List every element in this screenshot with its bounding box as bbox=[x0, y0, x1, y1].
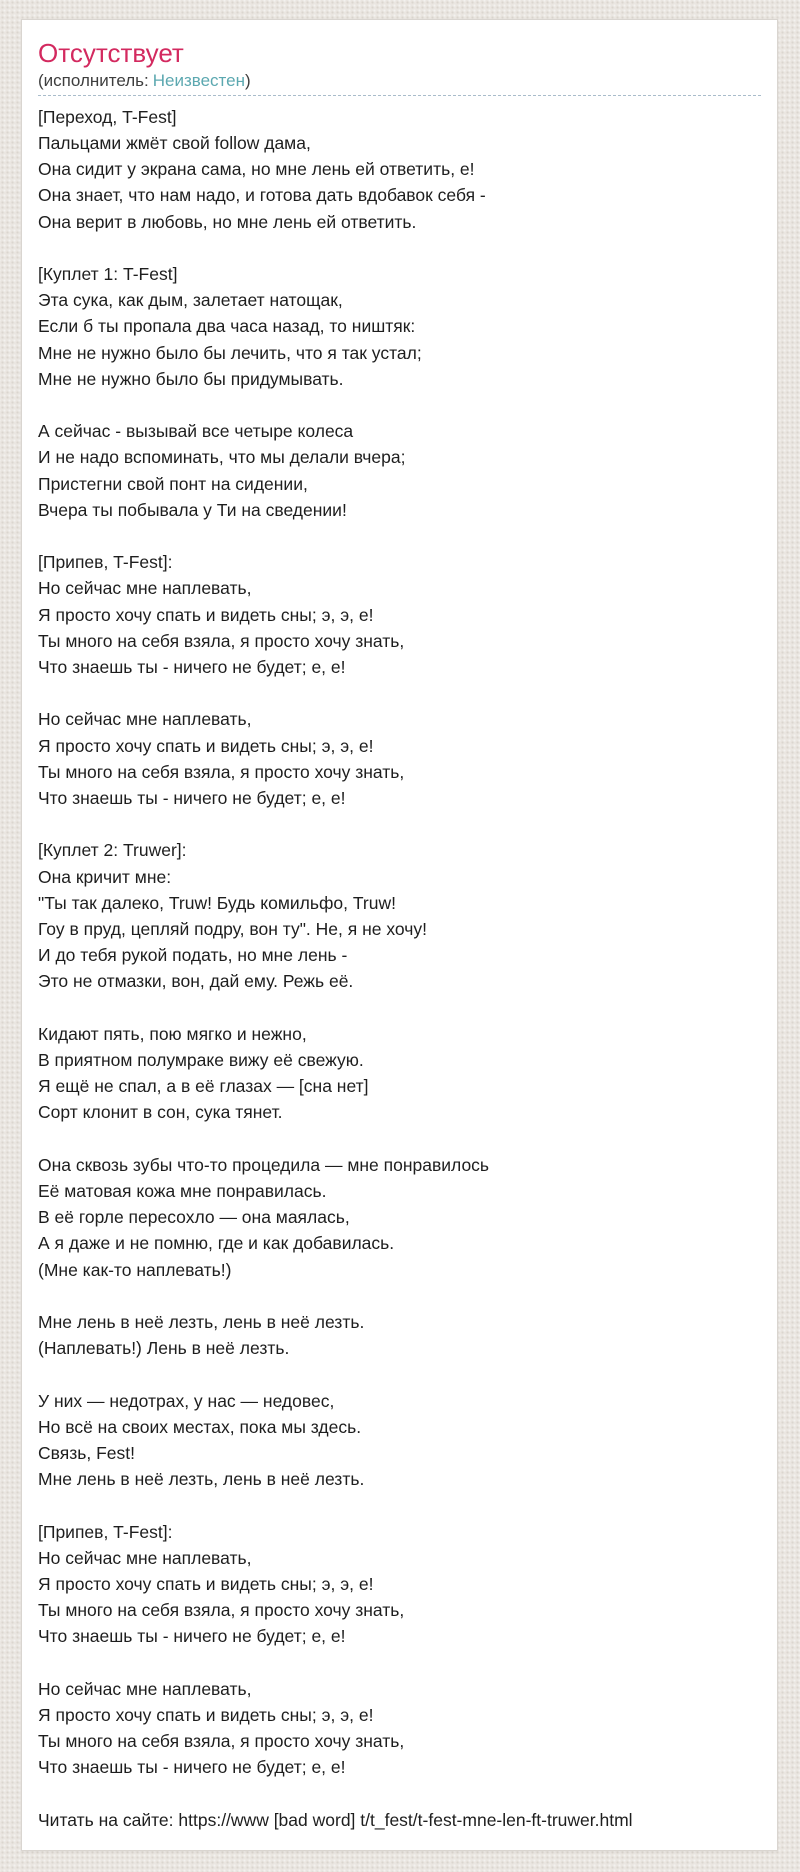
lyric-line: Но сейчас мне наплевать, bbox=[38, 1547, 252, 1568]
lyric-line: Она знает, что нам надо, и готова дать вдобавок себя - bbox=[38, 185, 486, 206]
lyric-stanza bbox=[38, 1309, 761, 1361]
lyric-line: У них — недотрах, у нас — недовес, bbox=[38, 1390, 335, 1411]
lyric-line: И не надо вспоминать, что мы делали вчера; bbox=[38, 447, 406, 468]
lyric-line: В приятном полумраке вижу её свежую. bbox=[38, 1049, 364, 1070]
lyric-line: Что знаешь ты - ничего не будет; е, е! bbox=[38, 787, 346, 808]
lyric-line: Ты много на себя взяла, я просто хочу знать, bbox=[38, 761, 405, 782]
lyric-line: Но сейчас мне наплевать, bbox=[38, 709, 252, 730]
lyric-line: Я ещё не спал, а в её глазах — [сна нет] bbox=[38, 1076, 369, 1097]
lyric-line: [Припев, T-Fest]: bbox=[38, 1521, 173, 1542]
lyric-line: Но сейчас мне наплевать, bbox=[38, 578, 252, 599]
lyric-line: Она верит в любовь, но мне лень ей ответить. bbox=[38, 211, 417, 232]
lyric-line: Мне лень в неё лезть, лень в неё лезть. bbox=[38, 1311, 365, 1332]
lyric-line: И до тебя рукой подать, но мне лень - bbox=[38, 945, 348, 966]
lyric-line: Но всё на своих местах, пока мы здесь. bbox=[38, 1416, 362, 1437]
lyric-line: Я просто хочу спать и видеть сны; э, э, е! bbox=[38, 1573, 374, 1594]
lyric-line: Если б ты пропала два часа назад, то ништяк: bbox=[38, 316, 416, 337]
lyric-line: Я просто хочу спать и видеть сны; э, э, е! bbox=[38, 735, 374, 756]
lyric-stanza bbox=[38, 104, 761, 235]
lyric-line: Она сквозь зубы что-то процедила — мне понравилось bbox=[38, 1154, 490, 1175]
lyrics-card bbox=[21, 19, 778, 1851]
lyric-line: Мне не нужно было бы придумывать. bbox=[38, 368, 344, 389]
lyric-line: [Куплет 2: Truwer]: bbox=[38, 840, 187, 861]
lyric-line: [Припев, T-Fest]: bbox=[38, 552, 173, 573]
artist-link[interactable]: Неизвестен bbox=[152, 71, 245, 91]
artist-suffix: ) bbox=[245, 71, 251, 91]
artist-line bbox=[38, 71, 761, 91]
lyric-line: Эта сука, как дым, залетает натощак, bbox=[38, 290, 343, 311]
source-line: Читать на сайте: https://www [bad word] t/t_fest/t-fest-mne-len-ft-truwer.html bbox=[38, 1809, 633, 1830]
lyric-line: Что знаешь ты - ничего не будет; е, е! bbox=[38, 1626, 346, 1647]
lyric-stanza bbox=[38, 1519, 761, 1650]
artist-label: (исполнитель: bbox=[38, 71, 149, 91]
lyric-stanza bbox=[38, 837, 761, 994]
lyric-line: Но сейчас мне наплевать, bbox=[38, 1678, 252, 1699]
lyric-stanza bbox=[38, 261, 761, 392]
lyric-line: Мне лень в неё лезть, лень в неё лезть. bbox=[38, 1469, 365, 1490]
lyric-line: Вчера ты побывала у Ти на сведении! bbox=[38, 499, 347, 520]
lyric-line: Сорт клонит в сон, сука тянет. bbox=[38, 1102, 283, 1123]
lyric-line: [Куплет 1: T-Fest] bbox=[38, 263, 178, 284]
lyric-line: А сейчас - вызывай все четыре колеса bbox=[38, 421, 354, 442]
lyric-line: Она сидит у экрана сама, но мне лень ей ответить, е! bbox=[38, 159, 475, 180]
lyric-line: Кидают пять, пою мягко и нежно, bbox=[38, 1023, 307, 1044]
lyric-stanza bbox=[38, 549, 761, 680]
lyric-line: "Ты так далеко, Truw! Будь комильфо, Truw! bbox=[38, 892, 396, 913]
lyric-line: Её матовая кожа мне понравилась. bbox=[38, 1180, 327, 1201]
lyric-line: Это не отмазки, вон, дай ему. Режь её. bbox=[38, 971, 354, 992]
dotted-divider bbox=[38, 95, 761, 96]
lyric-line: Пальцами жмёт свой follow дама, bbox=[38, 132, 311, 153]
lyric-line: Пристегни свой понт на сидении, bbox=[38, 473, 308, 494]
lyric-line: Связь, Fest! bbox=[38, 1442, 135, 1463]
lyric-line: Гоу в пруд, цепляй подру, вон ту". Не, я не хочу! bbox=[38, 918, 427, 939]
lyric-line: Ты много на себя взяла, я просто хочу знать, bbox=[38, 1600, 405, 1621]
song-title: Отсутствует bbox=[38, 38, 184, 68]
lyric-line: Я просто хочу спать и видеть сны; э, э, е! bbox=[38, 604, 374, 625]
lyric-stanza bbox=[38, 706, 761, 811]
lyric-stanza bbox=[38, 418, 761, 523]
lyric-line: А я даже и не помню, где и как добавилась. bbox=[38, 1233, 395, 1254]
lyric-line: Я просто хочу спать и видеть сны; э, э, е! bbox=[38, 1704, 374, 1725]
lyric-line: Ты много на себя взяла, я просто хочу знать, bbox=[38, 630, 405, 651]
lyric-line: Что знаешь ты - ничего не будет; е, е! bbox=[38, 656, 346, 677]
lyric-line: Мне не нужно было бы лечить, что я так устал; bbox=[38, 342, 422, 363]
lyric-line: Что знаешь ты - ничего не будет; е, е! bbox=[38, 1757, 346, 1778]
lyrics-text bbox=[38, 104, 761, 1781]
lyric-line: (Мне как-то наплевать!) bbox=[38, 1259, 232, 1280]
lyric-stanza bbox=[38, 1676, 761, 1781]
lyric-stanza bbox=[38, 1388, 761, 1493]
lyric-stanza bbox=[38, 1152, 761, 1283]
lyric-line: Ты много на себя взяла, я просто хочу знать, bbox=[38, 1731, 405, 1752]
lyric-line: В её горле пересохло — она маялась, bbox=[38, 1207, 350, 1228]
lyric-line: Она кричит мне: bbox=[38, 866, 172, 887]
lyric-stanza bbox=[38, 1021, 761, 1126]
lyric-line: (Наплевать!) Лень в неё лезть. bbox=[38, 1338, 290, 1359]
lyric-line: [Переход, T-Fest] bbox=[38, 106, 177, 127]
